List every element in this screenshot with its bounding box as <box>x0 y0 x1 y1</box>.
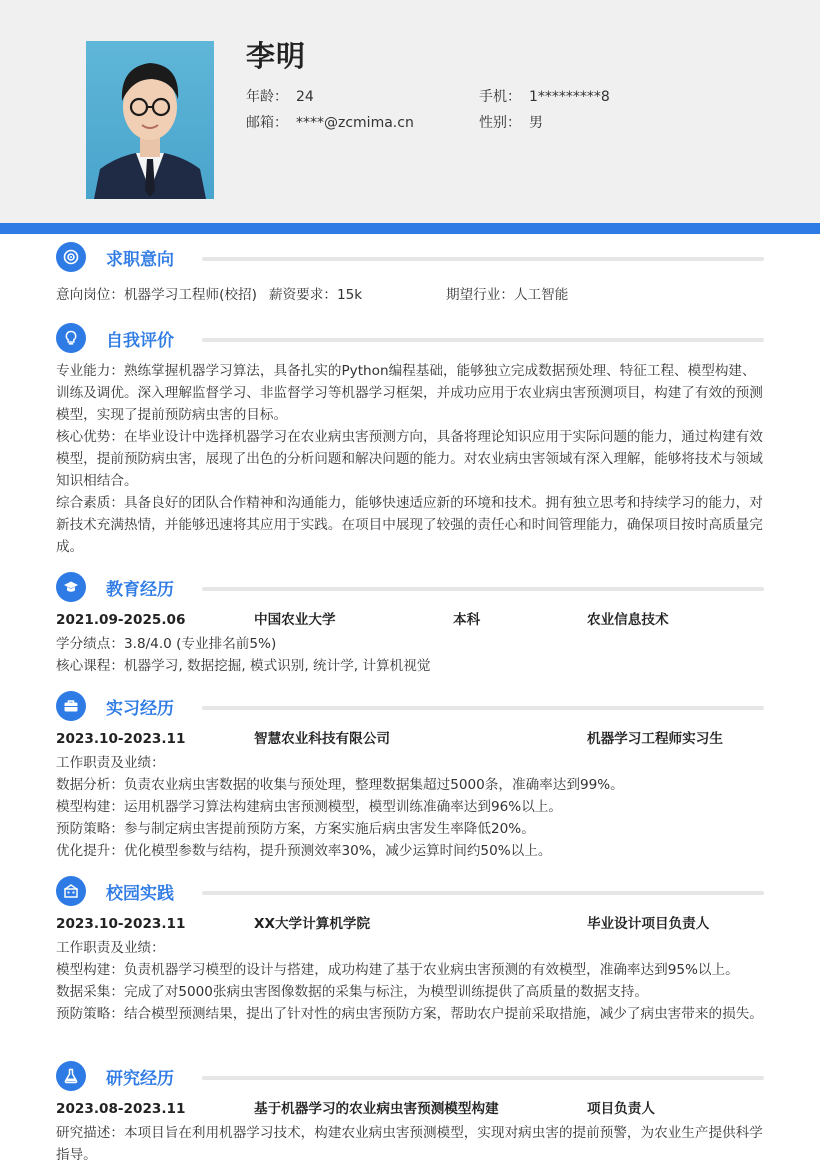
internship-line: 优化提升：优化模型参数与结构，提升预测效率30%，减少运算时间约50%以上。 <box>56 843 552 859</box>
section-title: 自我评价 <box>106 331 174 351</box>
education-period: 2021.09-2025.06 <box>56 612 186 628</box>
phone-label: 手机： <box>479 89 521 105</box>
age-field <box>246 86 314 106</box>
section-divider <box>202 587 764 591</box>
section-title: 求职意向 <box>106 250 174 270</box>
internship-role: 机器学习工程师实习生 <box>587 731 723 747</box>
campus-line: 数据采集：完成了对5000张病虫害图像数据的采集与标注，为模型训练提供了高质量的数据支持。 <box>56 984 648 1000</box>
company-name: 智慧农业科技有限公司 <box>254 731 390 747</box>
research-project: 基于机器学习的农业病虫害预测模型构建 <box>254 1101 499 1117</box>
research-period: 2023.08-2023.11 <box>56 1101 186 1117</box>
internship-line: 工作职责及业绩： <box>56 755 165 771</box>
section-divider <box>202 257 764 261</box>
candidate-name: 李明 <box>246 39 307 73</box>
section-internship-header <box>56 691 766 723</box>
campus-org: XX大学计算机学院 <box>254 916 371 932</box>
section-intention-header <box>56 242 766 274</box>
section-divider <box>202 338 764 342</box>
internship-summary-row <box>56 728 766 750</box>
section-divider <box>202 1076 764 1080</box>
section-title: 教育经历 <box>106 580 174 600</box>
target-icon <box>56 242 86 272</box>
research-role: 项目负责人 <box>587 1101 655 1117</box>
major: 农业信息技术 <box>587 612 669 628</box>
section-title: 研究经历 <box>106 1069 174 1089</box>
self-eval-paragraph: 专业能力：熟练掌握机器学习算法，具备扎实的Python编程基础，能够独立完成数据预处理、特征工程、模型构建、训练及调优。深入理解监督学习、非监督学习等机器学习框架，并成功应用于农业病虫害预测项目，构建了有效的预测模型，实现了提前预防病虫害的目标。 <box>56 363 763 423</box>
research-description: 研究描述：本项目旨在利用机器学习技术，构建农业病虫害预测模型，实现对病虫害的提前预警，为农业生产提供科学指导。 <box>56 1125 763 1163</box>
phone-value: 1*********8 <box>529 89 610 105</box>
campus-summary-row <box>56 913 766 935</box>
email-value: ****@zcmima.cn <box>296 115 414 131</box>
campus-line: 预防策略：结合模型预测结果，提出了针对性的病虫害预防方案，帮助农户提前采取措施，减少了病虫害带来的损失。 <box>56 1006 763 1022</box>
lightbulb-icon <box>56 323 86 353</box>
building-icon <box>56 876 86 906</box>
courses-line: 核心课程：机器学习, 数据挖掘, 模式识别, 统计学, 计算机视觉 <box>56 658 431 674</box>
internship-line: 预防策略：参与制定病虫害提前预防方案，方案实施后病虫害发生率降低20%。 <box>56 821 535 837</box>
campus-line: 工作职责及业绩： <box>56 940 165 956</box>
intended-position: 意向岗位：机器学习工程师(校招) <box>56 287 257 303</box>
internship-line: 数据分析：负责农业病虫害数据的收集与预处理，整理数据集超过5000条，准确率达到99%。 <box>56 777 624 793</box>
education-summary-row <box>56 609 766 631</box>
self-eval-paragraph: 核心优势：在毕业设计中选择机器学习在农业病虫害预测方向，具备将理论知识应用于实际问题的能力，通过构建有效模型，提前预防病虫害，展现了出色的分析问题和解决问题的能力。对农业病虫害领域有深入理解，能够将技术与领域知识相结合。 <box>56 429 763 489</box>
email-field <box>246 112 414 132</box>
section-title: 校园实践 <box>106 884 174 904</box>
self-eval-paragraph: 综合素质：具备良好的团队合作精神和沟通能力，能够快速适应新的环境和技术。拥有独立思考和持续学习的能力，对新技术充满热情，并能够迅速将其应用于实践。在项目中展现了较强的责任心和时间管理能力，确保项目按时高质量完成。 <box>56 495 763 555</box>
gender-field <box>479 112 543 132</box>
expected-industry: 期望行业：人工智能 <box>446 287 569 303</box>
gender-value: 男 <box>529 115 543 131</box>
gpa-line: 学分绩点：3.8/4.0 (专业排名前5%) <box>56 636 277 652</box>
gender-label: 性别： <box>479 115 521 131</box>
flask-icon <box>56 1061 86 1091</box>
school-name: 中国农业大学 <box>254 612 336 628</box>
age-value: 24 <box>296 89 314 105</box>
section-title: 实习经历 <box>106 699 174 719</box>
section-self-eval-header <box>56 323 766 355</box>
campus-line: 模型构建：负责机器学习模型的设计与搭建，成功构建了基于农业病虫害预测的有效模型，准确率达到95%以上。 <box>56 962 739 978</box>
phone-field <box>479 86 610 106</box>
profile-photo <box>86 41 214 199</box>
campus-period: 2023.10-2023.11 <box>56 916 186 932</box>
research-summary-row <box>56 1098 766 1120</box>
salary-expectation: 薪资要求：15k <box>269 287 363 303</box>
age-label: 年龄： <box>246 89 288 105</box>
header-accent-bar <box>0 223 820 234</box>
briefcase-icon <box>56 691 86 721</box>
internship-period: 2023.10-2023.11 <box>56 731 186 747</box>
section-research-header <box>56 1061 766 1093</box>
intention-row <box>56 284 766 306</box>
internship-line: 模型构建：运用机器学习算法构建病虫害预测模型，模型训练准确率达到96%以上。 <box>56 799 562 815</box>
email-label: 邮箱： <box>246 115 288 131</box>
graduation-cap-icon <box>56 572 86 602</box>
degree: 本科 <box>453 612 481 628</box>
section-education-header <box>56 572 766 604</box>
section-divider <box>202 891 764 895</box>
campus-role: 毕业设计项目负责人 <box>587 916 710 932</box>
section-divider <box>202 706 764 710</box>
section-campus-header <box>56 876 766 908</box>
